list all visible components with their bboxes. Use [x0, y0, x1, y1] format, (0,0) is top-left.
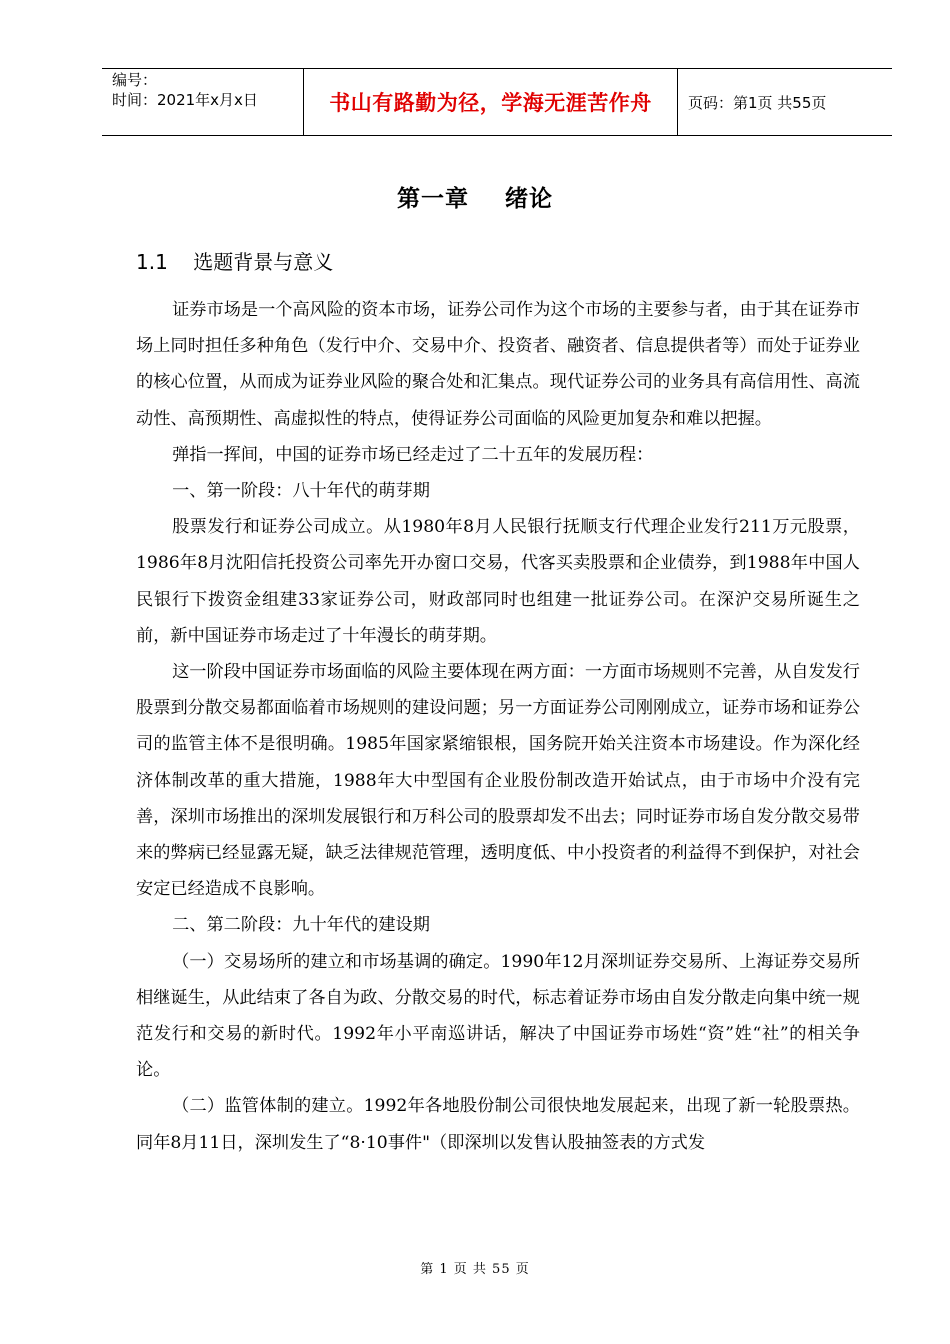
chapter-title: 第一章 绪论 — [396, 186, 554, 212]
page-header — [102, 68, 892, 136]
header-meta — [102, 69, 304, 135]
paragraph: 这一阶段中国证券市场面临的风险主要体现在两方面：一方面市场规则不完善，从自发发行股票到分散交易都面临着市场规则的建设问题；另一方面证券公司刚刚成立，证券市场和证券公司的监管主体不是很明确。1985年国家紧缩银根，国务院开始关注资本市场建设。作为深化经济体制改革的重大措施，1988年大中型国有企业股份制改造开始试点，由于市场中介没有完善，深圳市场推出的深圳发展银行和万科公司的股票却发不出去；同时证券市场自发分散交易带来的弊病已经显露无疑，缺乏法律规范管理，透明度低、中小投资者的利益得不到保护，对社会安定已经造成不良影响。 — [136, 662, 860, 900]
paragraph: （一）交易场所的建立和市场基调的确定。1990年12月深圳证券交易所、上海证券交易所相继诞生，从此结束了各自为政、分散交易的时代，标志着证券市场由自发分散走向集中统一规范发行和交易的新时代。1992年小平南巡讲话，解决了中国证券市场姓“资”姓“社”的相关争论。 — [136, 951, 860, 1081]
page-footer: 第 1 页 共 55 页 — [420, 1262, 530, 1277]
header-page-info: 页码：第1页 共55页 — [688, 93, 827, 112]
paragraph: 一、第一阶段：八十年代的萌芽期 — [172, 481, 430, 502]
paragraph: 股票发行和证券公司成立。从1980年8月人民银行抚顺支行代理企业发行211万元股票，1986年8月沈阳信托投资公司率先开办窗口交易，代客买卖股票和企业债券，到1988年中国人民银行下拨资金组建33家证券公司，财政部同时也组建一批证券公司。在深沪交易所诞生之前，新中国证券市场走过了十年漫长的萌芽期。 — [136, 517, 860, 646]
section-title: 1.1 选题背景与意义 — [136, 250, 334, 274]
paragraph: （二）监管体制的建立。1992年各地股份制公司很快地发展起来，出现了新一轮股票热。同年8月11日，深圳发生了“8·10事件"（即深圳以发售认股抽签表的方式发 — [136, 1096, 860, 1153]
number-label: 编号： — [112, 71, 158, 89]
paragraph: 弹指一挥间，中国的证券市场已经走过了二十五年的发展历程： — [172, 444, 654, 465]
paragraph: 二、第二阶段：九十年代的建设期 — [172, 915, 430, 936]
time-label: 时间：2021年x月x日 — [112, 91, 258, 109]
body-text — [136, 292, 860, 1161]
header-motto: 书山有路勤为径，学海无涯苦作舟 — [304, 69, 678, 135]
paragraph: 证券市场是一个高风险的资本市场，证券公司作为这个市场的主要参与者，由于其在证券市场上同时担任多种角色（发行中介、交易中介、投资者、融资者、信息提供者等）而处于证券业的核心位置，从而成为证券业风险的聚合处和汇集点。现代证券公司的业务具有高信用性、高流动性、高预期性、高虚拟性的特点，使得证券公司面临的风险更加复杂和难以把握。 — [136, 300, 860, 429]
